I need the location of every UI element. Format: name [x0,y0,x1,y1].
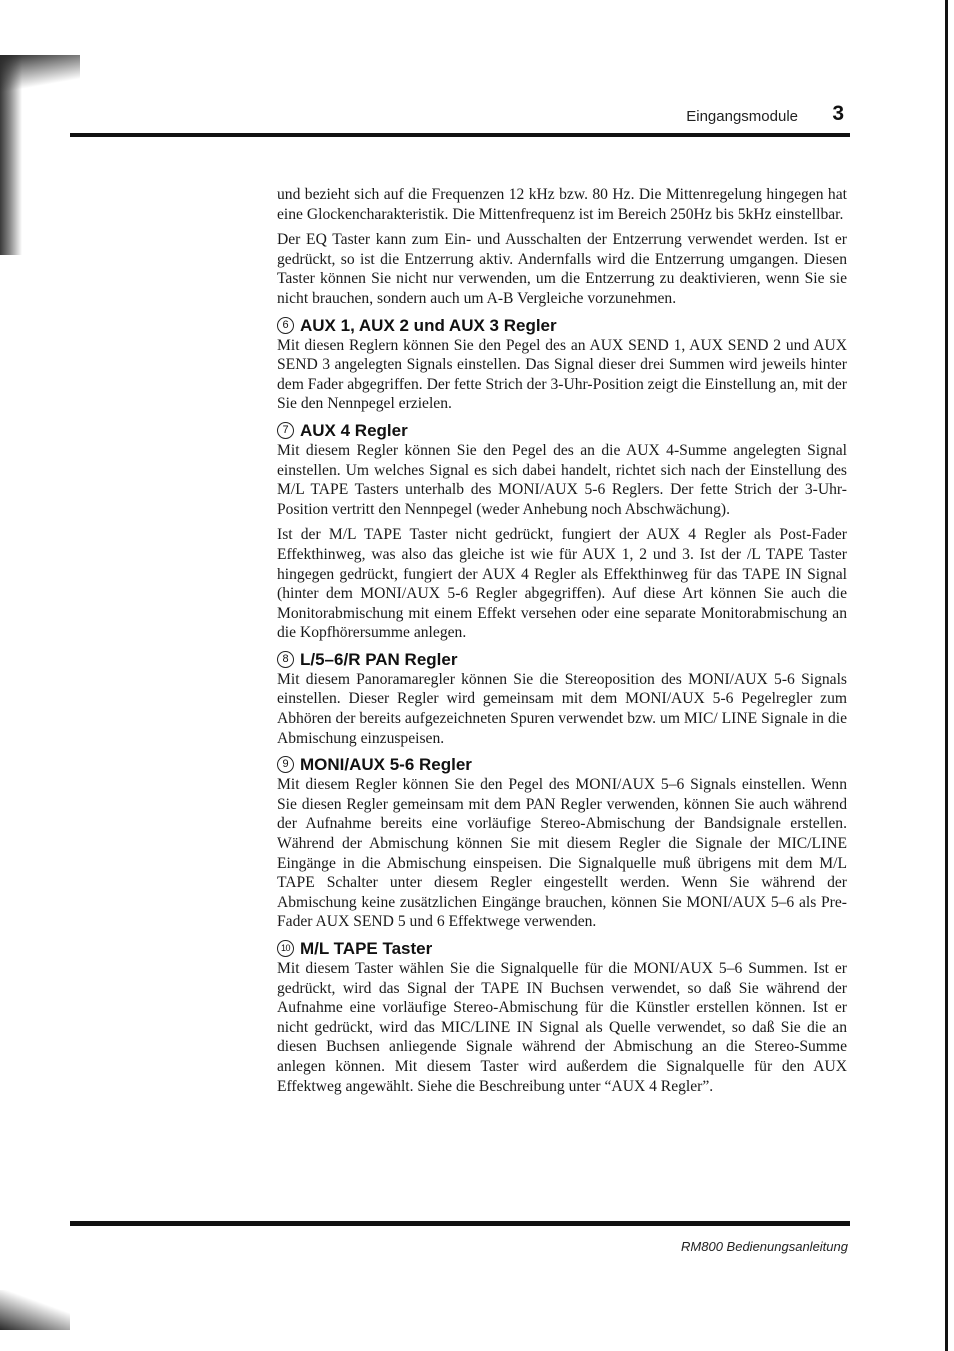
section-ml-tape [277,938,847,1096]
section-title: L/5–6/R PAN Regler [300,649,458,669]
intro-paragraph: Der EQ Taster kann zum Ein- und Ausschalten der Entzerrung verwendet werden. Ist er gedrückt, so ist die Entzerrung aktiv. Andernfalls wird die Entzerrung umgangen. Diesen Taster können Sie nicht nur verwenden, um die Entzerrung zu deaktivieren, wenn Sie sie nicht brauchen, sondern auch um A-B Vergleiche vorzunehmen. [277,231,847,307]
section-aux-1-2-3 [277,315,847,414]
section-paragraph: Mit diesem Panoramaregler können Sie die Stereoposition des MONI/AUX 5-6 Signals einstellen. Dieser Regler wird gemeinsam mit dem MONI/AUX 5-6 Pegelregler zum Abhören der bereits aufgezeichneten Spuren verwendet bzw. um MIC/ LINE Signale in die Abmischung einzuspeisen. [277,670,847,747]
scan-edge-right [945,0,948,1351]
section-pan [277,649,847,748]
section-number-badge: 6 [277,317,294,334]
section-title: M/L TAPE Taster [300,939,433,958]
section-aux-4 [277,420,847,643]
section-heading [277,938,847,959]
section-paragraph: Mit diesem Regler können Sie den Pegel des MONI/AUX 5–6 Signals einstellen. Wenn Sie diesen Regler gemeinsam mit dem PAN Regler verwenden, können Sie auch während der Aufnahme bereits eine vorläufige Stereo-Abmischung der Bandsignale erstellen. Während der Abmischung können Sie mit diesem Regler die Signale der MIC/LINE Eingänge in die Abmischung einspeisen. Die Signalquelle muß übrigens mit dem M/L TAPE Schalter unter diesem Regler eingestellt werden. Wenn Sie während der Abmischung keine zusätzlichen Eingänge brauchen, können Sie MONI/AUX 5–6 als Pre-Fader AUX SEND 5 und 6 Effektwege verwenden. [277,776,847,931]
section-number-badge: 9 [277,756,294,773]
section-paragraph: Mit diesem Taster wählen Sie die Signalquelle für die MONI/AUX 5–6 Summen. Ist er gedrückt, wird das Signal der TAPE IN Buchsen verwendet, so daß Sie während der Aufnahme eine vorläufige Stereo-Abmischung für die Künstler erstellen können. Ist er nicht gedrückt, wird das MIC/LINE IN Signal als Quelle verwendet, so daß Sie die an diesen Buchsen anliegende Signale während der Abmischung an die Stereo-Summe anlegen können. Mit diesem Taster wird außerdem die Signalquelle für den AUX Effektweg angewählt. Siehe die Beschreibung unter “AUX 4 Regler”. [277,960,847,1095]
section-heading [277,649,847,670]
section-title: MONI/AUX 5-6 Regler [300,755,472,775]
header-page-number: 3 [832,102,844,125]
running-header [680,104,850,130]
header-section-title: Eingangsmodule [686,108,798,125]
section-title: AUX 1, AUX 2 und AUX 3 Regler [300,315,557,335]
header-rule [70,133,850,137]
section-title: AUX 4 Regler [300,420,408,440]
intro-paragraph: und bezieht sich auf die Frequenzen 12 kHz bzw. 80 Hz. Die Mittenregelung hingegen hat eine Glockencharakteristik. Die Mittenfrequenz ist im Bereich 250Hz bis 5kHz einstellbar. [277,186,847,223]
section-heading [277,315,847,336]
section-number-badge: 8 [277,651,294,668]
section-paragraph: Mit diesem Regler können Sie den Pegel des an die AUX 4-Summe angelegten Signal einstellen. Um welches Signal es sich dabei handelt, richtet sich nach der Einstellung des M/L TAPE Tasters unterhalb des MONI/AUX 5-6 Reglers. Der fette Strich der 3-Uhr-Position vertritt den Nennpegel (weder Anhebung noch Abschwächung). [277,441,847,518]
section-heading [277,420,847,441]
footer-label: RM800 Bedienungsanleitung [681,1239,848,1254]
section-number-badge: 7 [277,422,294,439]
section-paragraph: Mit diesen Reglern können Sie den Pegel des an AUX SEND 1, AUX SEND 2 und AUX SEND 3 angelegten Signals einstellen. Das Signal dieser drei Summen wird jeweils hinter dem Fader abgegriffen. Der fette Strich der 3-Uhr-Position zeigt die Einstellung an, mit der Sie den Nennpegel erzielen. [277,336,847,413]
scan-shadow-top-left-corner [0,55,80,95]
section-heading [277,754,847,775]
section-paragraph: Ist der M/L TAPE Taster nicht gedrückt, fungiert der AUX 4 Regler als Post-Fader Effekthinweg, was also das gleiche ist wie für AUX 1, 2 und 3. Ist der /L TAPE Taster hingegen gedrückt, fungiert der AUX 4 Regler als Effekthinweg für das TAPE IN Signal (hinter dem MONI/AUX 5-6 Regler abgegriffen). Auf diese Art können Sie auch die Monitorabmischung mit einem Effekt versehen oder eine separate Monitorabmischung an die Kopfhörersumme anlegen. [277,526,847,642]
section-moni-aux [277,754,847,932]
body-column [277,185,847,1102]
footer-rule [70,1221,850,1226]
scan-shadow-bottom-left [0,1290,70,1330]
section-number-badge: 10 [277,940,294,957]
